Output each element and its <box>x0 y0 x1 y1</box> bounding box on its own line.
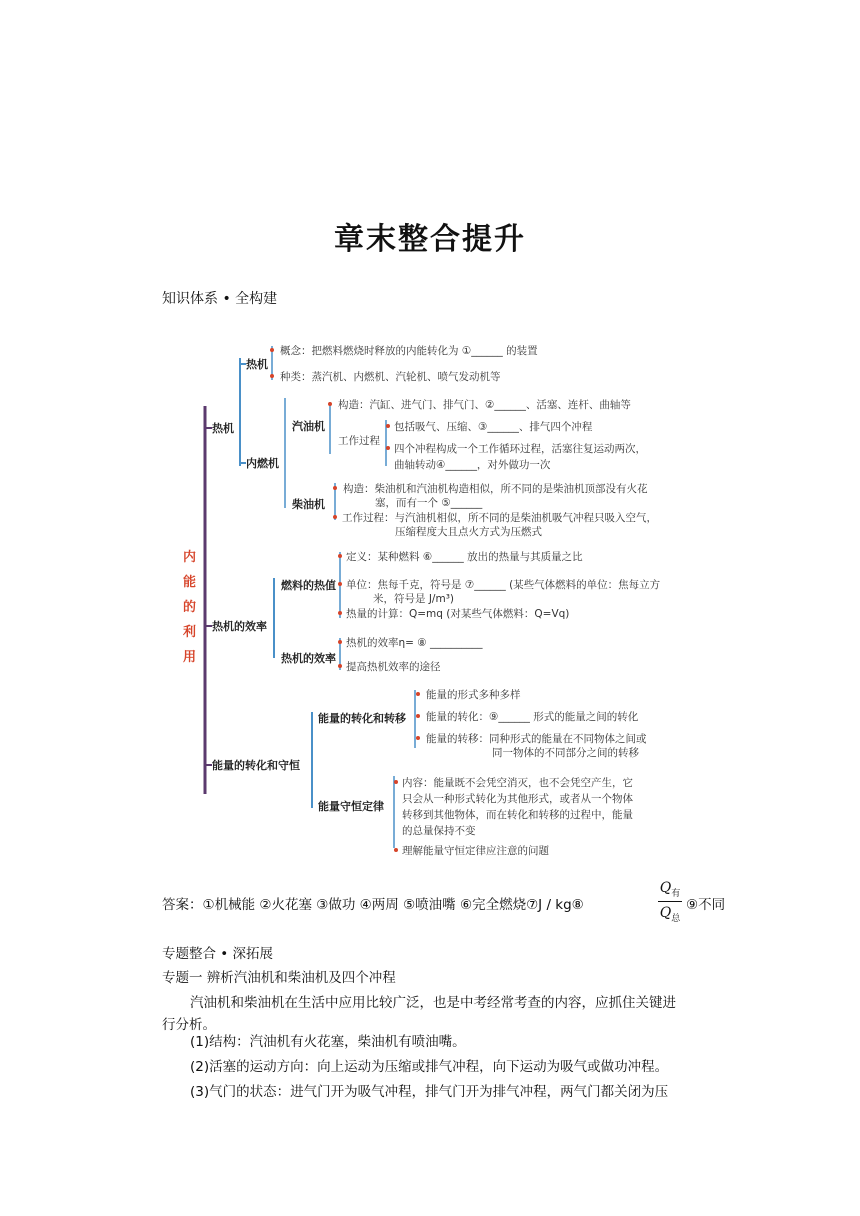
node-heat-engine: 热机 <box>212 422 234 435</box>
node-conservation: 能量的转化和守恒 <box>212 759 300 772</box>
point-3: (3)气门的状态：进气门开为吸气冲程，排气门开为排气冲程，两气门都关闭为压 <box>190 1084 669 1100</box>
section-heading-knowledge: 知识体系 • 全构建 <box>162 291 278 307</box>
gas-structure-text: 构造：汽缸、进气门、排气门、②______、活塞、连杆、曲轴等 <box>338 399 631 411</box>
work-process-label: 工作过程 <box>338 435 380 447</box>
node-law: 能量守恒定律 <box>318 800 384 813</box>
fv2-text: 单位：焦每千克，符号是 ⑦______ (某些气体燃料的单位：焦每立方 <box>346 579 661 591</box>
tr2-text: 能量的转化：⑨______ 形式的能量之间的转化 <box>426 711 639 723</box>
section-heading-topics: 专题整合 • 深拓展 <box>162 946 274 962</box>
fv1-text: 定义：某种燃料 ⑥______ 放出的热量与其质量之比 <box>346 551 583 563</box>
node-transform: 能量的转化和转移 <box>318 712 406 725</box>
types-text: 种类：蒸汽机、内燃机、汽轮机、喷气发动机等 <box>280 371 501 383</box>
svg-text:内: 内 <box>183 550 197 565</box>
wp2b-text: 曲轴转动④______，对外做功一次 <box>394 459 551 471</box>
svg-text:的: 的 <box>183 600 197 615</box>
law2-text: 理解能量守恒定律应注意的问题 <box>402 845 549 857</box>
answers-suffix: ⑨不同 <box>686 897 726 913</box>
fv3-text: 热量的计算：Q=mq (对某些气体燃料：Q=Vq) <box>346 608 570 620</box>
svg-text:利: 利 <box>183 625 197 640</box>
law1b-text: 只会从一种形式转化为其他形式，或者从一个物体 <box>402 793 633 805</box>
tr3b-text: 同一物体的不同部分之间的转移 <box>492 747 639 759</box>
page-title: 章末整合提升 <box>334 222 526 257</box>
fv2b-text: 米，符号是 J/m³) <box>373 593 455 605</box>
ee1-text: 热机的效率η= ⑧ __________ <box>346 637 483 649</box>
tr1-text: 能量的形式多种多样 <box>426 689 521 701</box>
concept-map <box>170 328 690 868</box>
efficiency-fraction: $Q_有$ $Q_总$ <box>659 880 681 924</box>
node-fuel-value: 燃料的热值 <box>281 579 336 592</box>
answers-line: 答案：①机械能 ②火花塞 ③做功 ④两周 ⑤喷油嘴 ⑥完全燃烧⑦J / kg⑧ <box>162 897 584 913</box>
node-efficiency: 热机的效率 <box>212 620 267 633</box>
d2b-text: 压缩程度大且点火方式为压燃式 <box>395 526 542 538</box>
d2-text: 工作过程：与汽油机相似，所不同的是柴油机吸气冲程只吸入空气， <box>342 512 657 524</box>
node-ice: 内燃机 <box>246 457 279 470</box>
law1a-text: 内容：能量既不会凭空消灭，也不会凭空产生，它 <box>402 777 633 789</box>
concept-text: 概念：把燃料燃烧时释放的内能转化为 ①______ 的装置 <box>280 345 538 357</box>
law1d-text: 的总量保持不变 <box>402 825 476 837</box>
point-1: (1)结构：汽油机有火花塞，柴油机有喷油嘴。 <box>190 1034 466 1050</box>
paragraph-line-1: 汽油机和柴油机在生活中应用比较广泛，也是中考经常考查的内容，应抓住关键进 <box>190 995 676 1011</box>
law1c-text: 转移到其他物体，而在转化和转移的过程中，能量 <box>402 809 633 821</box>
paragraph-line-2: 行分析。 <box>162 1017 216 1033</box>
wp2-text: 四个冲程构成一个工作循环过程，活塞往复运动两次， <box>394 443 646 455</box>
d1b-text: 塞，而有一个 ⑤______ <box>375 497 483 509</box>
node-gasoline: 汽油机 <box>292 420 325 433</box>
wp1-text: 包括吸气、压缩、③______、排气四个冲程 <box>394 421 593 433</box>
node-diesel: 柴油机 <box>292 498 325 511</box>
svg-text:用: 用 <box>183 650 197 665</box>
topic-heading: 专题一 辨析汽油机和柴油机及四个冲程 <box>162 970 396 986</box>
d1-text: 构造：柴油机和汽油机构造相似，所不同的是柴油机顶部没有火花 <box>343 483 648 495</box>
point-2: (2)活塞的运动方向：向上运动为压缩或排气冲程，向下运动为吸气或做功冲程。 <box>190 1059 669 1075</box>
node-engine-eff: 热机的效率 <box>281 652 336 665</box>
svg-text:能: 能 <box>183 575 197 590</box>
node-heat-engine-sub: 热机 <box>246 358 268 371</box>
tr3-text: 能量的转移：同种形式的能量在不同物体之间或 <box>426 733 647 745</box>
ee2-text: 提高热机效率的途径 <box>346 661 441 673</box>
